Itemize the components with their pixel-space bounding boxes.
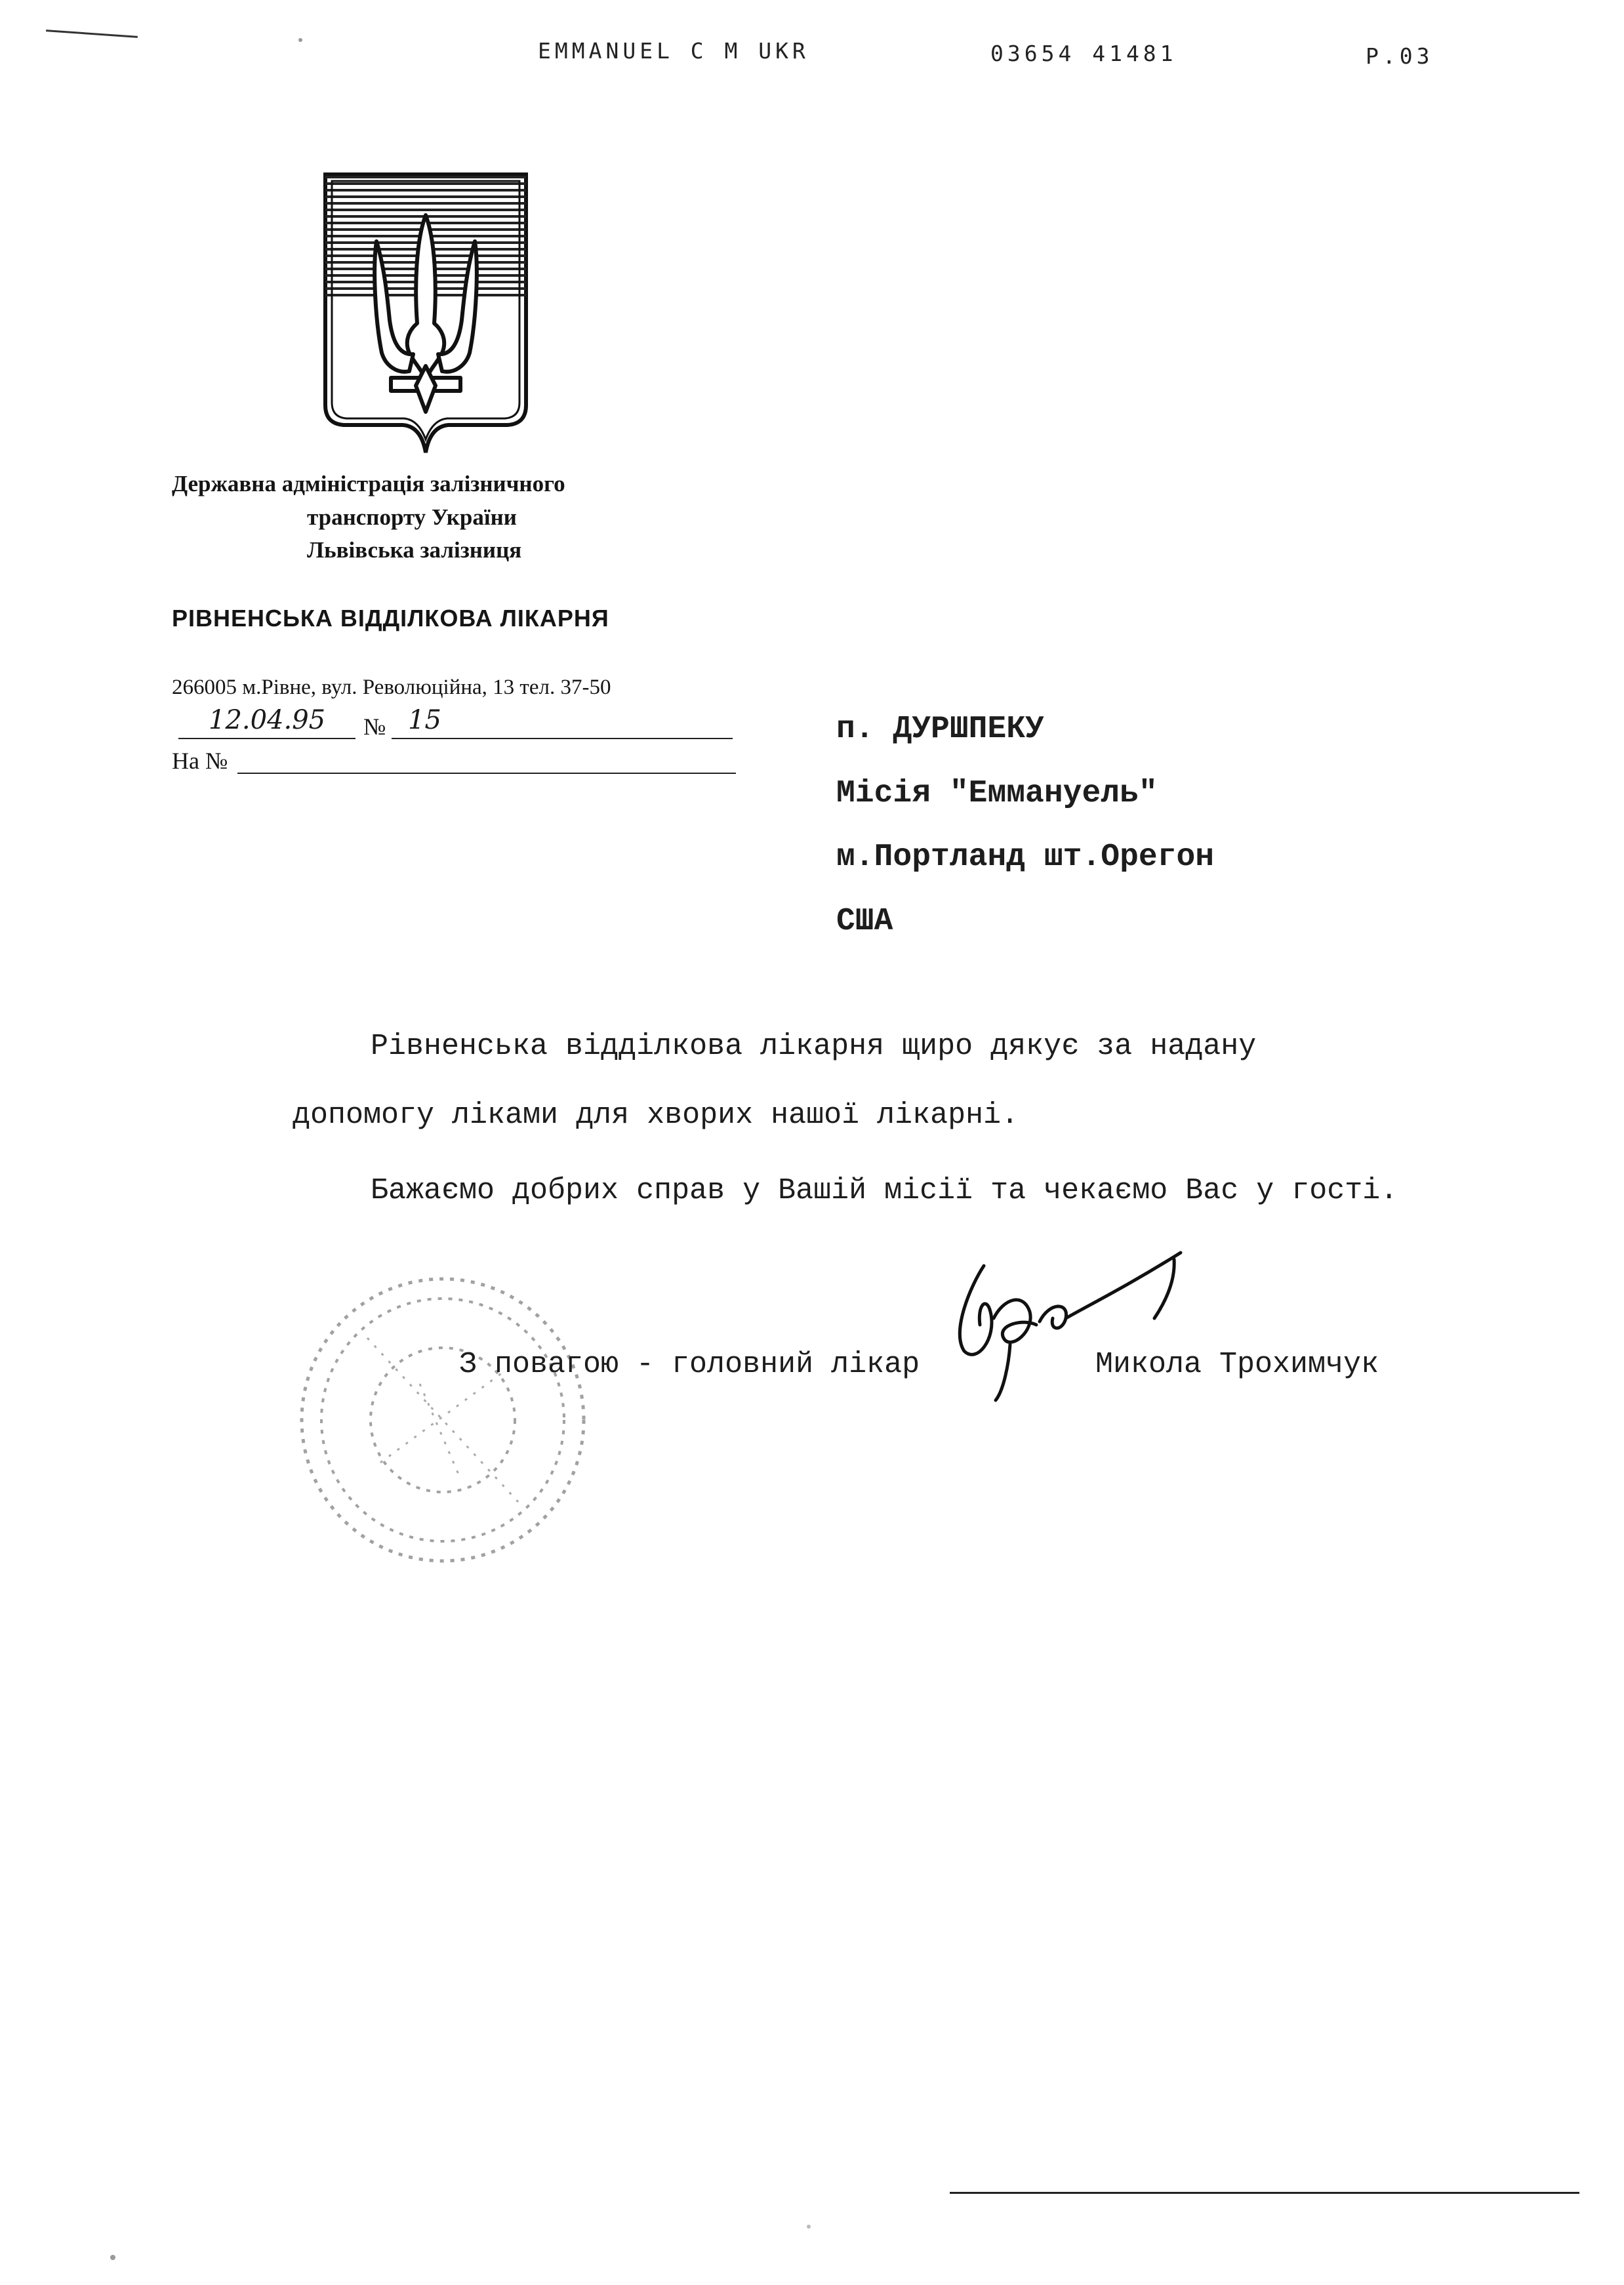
fax-page: P.03: [1366, 43, 1434, 69]
number-label: №: [363, 714, 386, 740]
recipient-line3: м.Портланд шт.Орегон: [836, 839, 1215, 875]
recipient-line1: п. ДУРШПЕКУ: [836, 712, 1044, 747]
date-underline: [178, 738, 355, 739]
bottom-rule: [950, 2192, 1579, 2194]
signature-icon: [931, 1240, 1207, 1410]
number-handwritten: 15: [408, 705, 441, 735]
fax-sender: EMMANUEL C M UKR: [538, 38, 809, 64]
scan-dot: [110, 2255, 115, 2260]
official-stamp-icon: [289, 1266, 597, 1574]
body-paragraph1-line2: допомогу ліками для хворих нашої лікарні.: [293, 1099, 1019, 1132]
closing-text: З повагою - головний лікар: [459, 1348, 920, 1381]
date-handwritten: 12.04.95: [209, 705, 326, 735]
fax-header: [0, 0, 1624, 79]
recipient-line4: США: [836, 904, 893, 939]
coat-of-arms-icon: [317, 169, 534, 458]
hospital-address: 266005 м.Рівне, вул. Революційна, 13 тел. 37-50: [172, 676, 611, 699]
reference-row: [172, 744, 736, 784]
org-name-line1: Державна адміністрація залізничного: [172, 471, 565, 496]
body-paragraph1-line1: Рівненська відділкова лікарня щиро дякує за надану: [371, 1030, 1257, 1063]
scan-dot: [807, 2225, 811, 2229]
date-number-row: [172, 705, 736, 744]
fax-mark: [46, 30, 138, 38]
signatory-name: Микола Трохимчук: [1095, 1348, 1379, 1381]
scan-dot: [298, 38, 302, 42]
reference-underline: [237, 773, 736, 774]
number-underline: [392, 738, 733, 739]
org-name-line2: транспорту України: [307, 504, 517, 530]
fax-number: 03654 41481: [990, 41, 1177, 66]
reference-label: На №: [172, 748, 228, 774]
body-paragraph2: Бажаємо добрих справ у Вашій місії та чекаємо Вас у гості.: [371, 1174, 1398, 1207]
recipient-line2: Місія "Еммануель": [836, 776, 1158, 811]
org-name-line3: Львівська залізниця: [307, 537, 522, 563]
hospital-name: РІВНЕНСЬКА ВІДДІЛКОВА ЛІКАРНЯ: [172, 605, 609, 632]
